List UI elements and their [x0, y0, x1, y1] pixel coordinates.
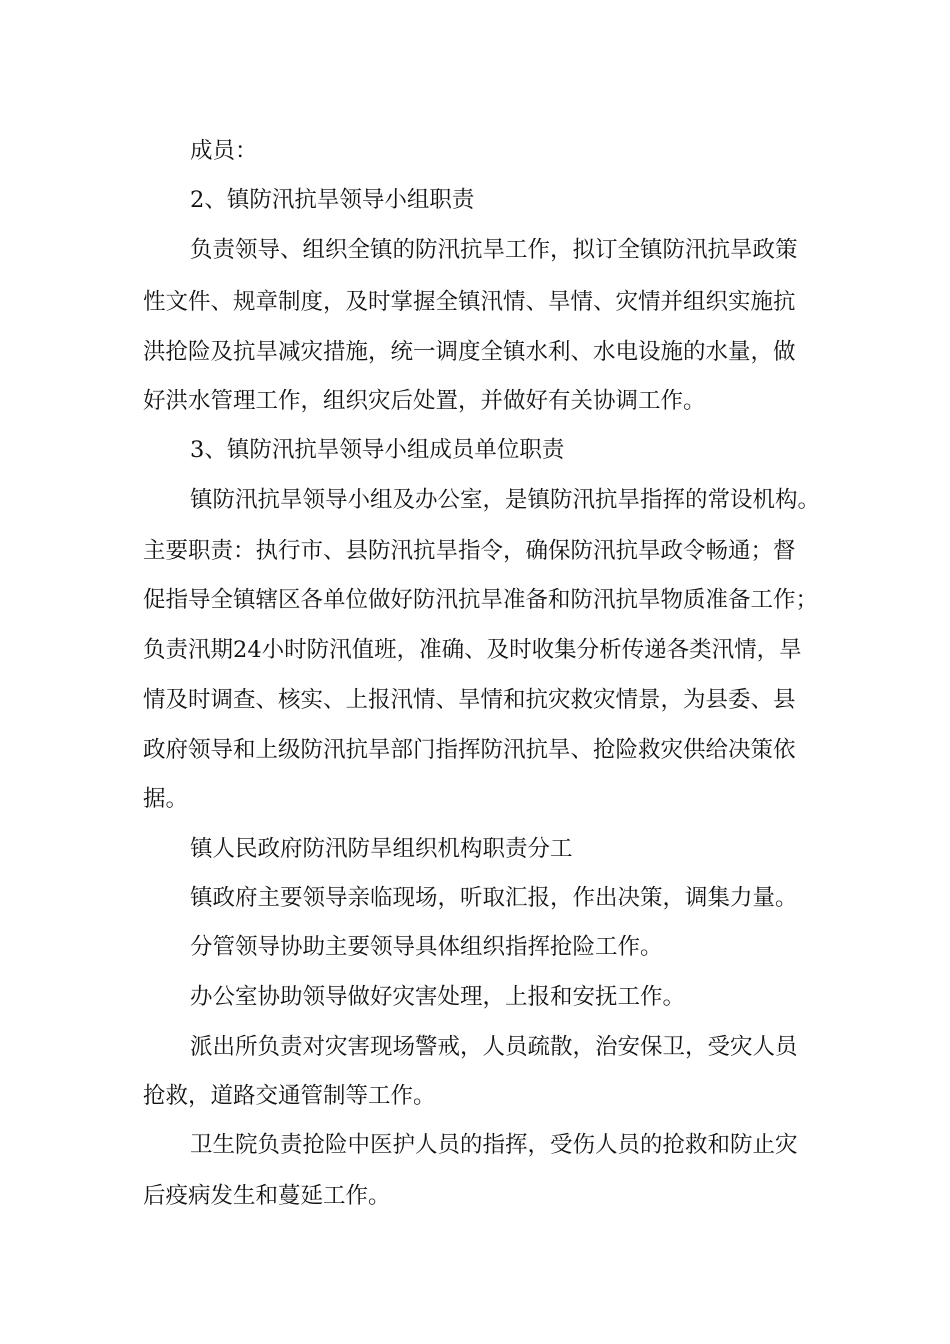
- subsection-heading: 镇人民政府防汛防旱组织机构职责分工: [190, 836, 573, 862]
- paragraph-line: 主要职责：执行市、县防汛抗旱指令，确保防汛抗旱政令畅通；督: [143, 538, 796, 564]
- section-heading-3: 3、镇防汛抗旱领导小组成员单位职责: [190, 437, 565, 463]
- paragraph-line: 据。: [143, 786, 189, 812]
- paragraph-line: 情及时调查、核实、上报汛情、旱情和抗灾救灾情景，为县委、县: [143, 687, 796, 713]
- paragraph-line: 性文件、规章制度，及时掌握全镇汛情、旱情、灾情并组织实施抗: [143, 289, 796, 315]
- paragraph-line: 后疫病发生和蔓延工作。: [143, 1183, 391, 1209]
- paragraph-line: 办公室协助领导做好灾害处理，上报和安抚工作。: [190, 984, 686, 1010]
- paragraph-line: 负责领导、组织全镇的防汛抗旱工作，拟订全镇防汛抗旱政策: [190, 237, 798, 263]
- paragraph-line: 卫生院负责抢险中医护人员的指挥，受伤人员的抢救和防止灾: [190, 1132, 798, 1158]
- paragraph-line: 好洪水管理工作，组织灾后处置，并做好有关协调工作。: [143, 388, 706, 414]
- paragraph-line: 政府领导和上级防汛抗旱部门指挥防汛抗旱、抢险救灾供给决策依: [143, 737, 796, 763]
- paragraph-line: 促指导全镇辖区各单位做好防汛抗旱准备和防汛抗旱物质准备工作；: [143, 587, 819, 613]
- paragraph-line: 抢救，道路交通管制等工作。: [143, 1083, 436, 1109]
- paragraph-line: 负责汛期24小时防汛值班，准确、及时收集分析传递各类汛情，旱: [143, 637, 802, 663]
- paragraph-line: 分管领导协助主要领导具体组织指挥抢险工作。: [190, 934, 663, 960]
- paragraph-line: 镇政府主要领导亲临现场，听取汇报，作出决策，调集力量。: [190, 885, 798, 911]
- members-label: 成员：: [190, 138, 258, 164]
- paragraph-line: 派出所负责对灾害现场警戒，人员疏散，治安保卫，受灾人员: [190, 1034, 798, 1060]
- section-heading-2: 2、镇防汛抗旱领导小组职责: [190, 187, 475, 213]
- paragraph-line: 洪抢险及抗旱减灾措施，统一调度全镇水利、水电设施的水量，做: [143, 339, 796, 365]
- paragraph-line: 镇防汛抗旱领导小组及办公室，是镇防汛抗旱指挥的常设机构。: [190, 487, 821, 513]
